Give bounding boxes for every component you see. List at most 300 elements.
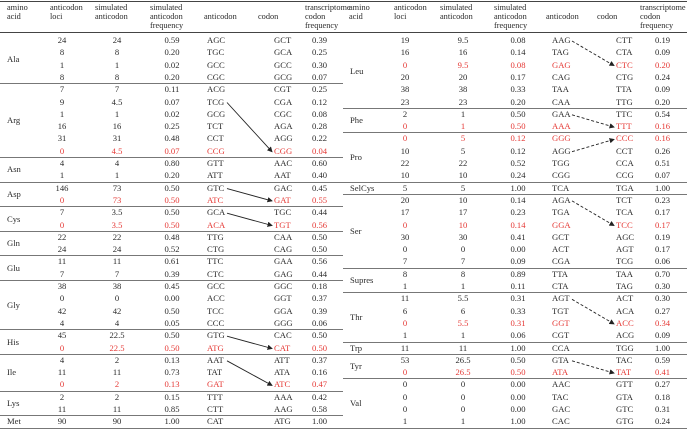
transcriptome-frequency-value: 0.16 bbox=[312, 367, 328, 378]
anticodon-value: CCT bbox=[207, 133, 224, 144]
simulated-frequency-value: 1.00 bbox=[164, 416, 180, 427]
simulated-frequency-value: 0.20 bbox=[164, 47, 180, 58]
codon-value: GCC bbox=[274, 59, 292, 70]
simulated-frequency-value: 0.31 bbox=[510, 317, 526, 328]
codon-value: CGA bbox=[274, 96, 293, 107]
anticodon-value: TTA bbox=[552, 268, 569, 279]
codon-value: AGC bbox=[616, 231, 635, 242]
simulated-anticodon-value: 73 bbox=[112, 194, 122, 205]
wobble-arrow bbox=[227, 213, 272, 225]
transcriptome-frequency-value: 0.25 bbox=[312, 84, 328, 95]
simulated-anticodon-value: 3.5 bbox=[111, 219, 123, 230]
anticodon-value: TGA bbox=[552, 207, 570, 218]
simulated-frequency-value: 0.02 bbox=[164, 108, 180, 119]
transcriptome-frequency-value: 0.07 bbox=[312, 71, 328, 82]
codon-value: GTC bbox=[616, 404, 634, 414]
codon-value: TGC bbox=[274, 207, 292, 218]
codon-value: TCG bbox=[616, 256, 634, 267]
wobble-arrow bbox=[572, 41, 614, 66]
transcriptome-frequency-value: 0.56 bbox=[312, 256, 328, 267]
simulated-anticodon-value: 11 bbox=[112, 256, 122, 267]
simulated-frequency-value: 0.00 bbox=[510, 244, 526, 255]
transcriptome-frequency-value: 0.51 bbox=[655, 158, 671, 168]
anticodon-value: TTT bbox=[207, 391, 223, 402]
anticodon-loci-value: 38 bbox=[400, 84, 410, 95]
transcriptome-frequency-value: 0.55 bbox=[312, 194, 328, 205]
transcriptome-frequency-value: 0.18 bbox=[655, 391, 671, 402]
codon-value: ATT bbox=[274, 354, 290, 365]
simulated-frequency-value: 0.50 bbox=[164, 305, 180, 316]
simulated-anticodon-value: 16 bbox=[458, 47, 468, 58]
transcriptome-frequency-value: 0.19 bbox=[655, 35, 671, 45]
simulated-anticodon-value: 11 bbox=[112, 404, 122, 414]
simulated-frequency-value: 0.50 bbox=[164, 182, 180, 193]
anticodon-value: GCA bbox=[207, 207, 226, 218]
anticodon-value: CAT bbox=[207, 416, 224, 427]
simulated-frequency-value: 0.13 bbox=[164, 354, 180, 365]
simulated-frequency-value: 1.00 bbox=[510, 182, 526, 193]
simulated-frequency-value: 0.50 bbox=[164, 342, 180, 353]
header-simulated-anticodon-frequency: frequency bbox=[494, 21, 528, 30]
transcriptome-frequency-value: 0.12 bbox=[312, 96, 328, 107]
transcriptome-frequency-value: 0.06 bbox=[312, 317, 328, 328]
simulated-frequency-value: 0.52 bbox=[510, 158, 526, 168]
codon-value: TAC bbox=[616, 354, 633, 365]
anticodon-value: CGG bbox=[552, 170, 571, 181]
codon-value: AGT bbox=[616, 244, 634, 255]
anticodon-value: TAA bbox=[552, 84, 569, 95]
codon-value: GCA bbox=[274, 47, 293, 58]
header-transcriptome-codon-frequency: transcriptome bbox=[305, 3, 351, 12]
anticodon-loci-value: 146 bbox=[55, 182, 69, 193]
anticodon-loci-value: 42 bbox=[57, 305, 67, 316]
transcriptome-frequency-value: 0.30 bbox=[312, 59, 328, 70]
anticodon-loci-value: 1 bbox=[59, 108, 65, 119]
simulated-anticodon-value: 10 bbox=[458, 219, 468, 230]
simulated-anticodon-value: 20 bbox=[458, 71, 468, 82]
anticodon-value: ATA bbox=[552, 367, 569, 378]
transcriptome-frequency-value: 0.40 bbox=[312, 170, 328, 181]
amino-acid-label: Trp bbox=[350, 342, 363, 353]
anticodon-value: ACC bbox=[207, 293, 225, 304]
transcriptome-frequency-value: 0.60 bbox=[312, 158, 328, 168]
anticodon-loci-value: 17 bbox=[400, 207, 410, 218]
anticodon-loci-value: 20 bbox=[400, 71, 410, 82]
header-simulated-anticodon: anticodon bbox=[95, 12, 128, 21]
transcriptome-frequency-value: 1.00 bbox=[655, 182, 671, 193]
transcriptome-frequency-value: 0.41 bbox=[655, 367, 671, 378]
simulated-anticodon-value: 1 bbox=[460, 416, 466, 427]
anticodon-value: CCG bbox=[207, 145, 225, 156]
simulated-frequency-value: 0.14 bbox=[510, 194, 526, 205]
amino-acid-label: His bbox=[7, 336, 19, 347]
codon-value: GAC bbox=[274, 182, 293, 193]
transcriptome-frequency-value: 0.39 bbox=[312, 305, 328, 316]
simulated-frequency-value: 0.02 bbox=[164, 59, 180, 70]
header-transcriptome-codon-frequency: transcriptome bbox=[640, 3, 686, 12]
codon-value: CTT bbox=[616, 35, 633, 45]
simulated-frequency-value: 0.11 bbox=[510, 281, 526, 291]
simulated-anticodon-value: 10 bbox=[458, 194, 468, 205]
anticodon-value: GTG bbox=[207, 330, 225, 341]
transcriptome-frequency-value: 0.44 bbox=[312, 207, 328, 218]
simulated-anticodon-value: 11 bbox=[112, 367, 122, 378]
anticodon-value: TGC bbox=[207, 47, 225, 58]
anticodon-value: GCT bbox=[552, 231, 570, 242]
anticodon-value: GGA bbox=[552, 219, 571, 230]
simulated-frequency-value: 0.06 bbox=[510, 330, 526, 341]
anticodon-loci-value: 0 bbox=[402, 391, 408, 402]
header-simulated-anticodon: simulated bbox=[95, 3, 128, 12]
codon-value: ACA bbox=[616, 305, 635, 316]
anticodon-loci-value: 53 bbox=[400, 354, 410, 365]
codon-value: TTC bbox=[616, 108, 633, 119]
anticodon-value: ACA bbox=[207, 219, 226, 230]
simulated-frequency-value: 0.05 bbox=[164, 317, 180, 328]
anticodon-loci-value: 0 bbox=[402, 244, 408, 255]
anticodon-loci-value: 5 bbox=[402, 182, 408, 193]
anticodon-loci-value: 23 bbox=[400, 96, 410, 107]
simulated-frequency-value: 0.20 bbox=[164, 71, 180, 82]
anticodon-loci-value: 22 bbox=[57, 231, 67, 242]
anticodon-loci-value: 0 bbox=[402, 404, 408, 414]
anticodon-value: ATG bbox=[207, 342, 224, 353]
anticodon-value: GAT bbox=[207, 379, 224, 390]
codon-value: TAA bbox=[616, 268, 633, 279]
anticodon-loci-value: 0 bbox=[59, 194, 65, 205]
simulated-frequency-value: 0.31 bbox=[510, 293, 526, 304]
simulated-anticodon-value: 90 bbox=[112, 416, 122, 427]
simulated-anticodon-value: 11 bbox=[458, 342, 468, 353]
anticodon-value: CCC bbox=[207, 317, 225, 328]
simulated-frequency-value: 0.09 bbox=[510, 256, 526, 267]
simulated-anticodon-value: 30 bbox=[458, 231, 468, 242]
codon-value: AAG bbox=[274, 404, 293, 414]
simulated-anticodon-value: 7 bbox=[460, 256, 466, 267]
simulated-anticodon-value: 24 bbox=[112, 35, 122, 45]
transcriptome-frequency-value: 0.30 bbox=[655, 293, 671, 304]
simulated-anticodon-value: 1 bbox=[460, 330, 466, 341]
wobble-arrow bbox=[572, 139, 614, 151]
transcriptome-frequency-value: 0.31 bbox=[655, 404, 671, 414]
anticodon-value: AGG bbox=[552, 145, 571, 156]
header-codon: codon bbox=[597, 12, 618, 21]
anticodon-loci-value: 7 bbox=[59, 84, 65, 95]
anticodon-value: CTA bbox=[552, 281, 569, 291]
simulated-frequency-value: 0.61 bbox=[164, 256, 180, 267]
simulated-frequency-value: 0.24 bbox=[510, 170, 526, 181]
simulated-anticodon-value: 26.5 bbox=[455, 367, 471, 378]
simulated-anticodon-value: 17 bbox=[458, 207, 468, 218]
anticodon-value: CGC bbox=[207, 71, 225, 82]
simulated-frequency-value: 0.25 bbox=[164, 121, 180, 132]
simulated-frequency-value: 0.08 bbox=[510, 59, 526, 70]
anticodon-loci-value: 0 bbox=[402, 379, 408, 390]
transcriptome-frequency-value: 0.25 bbox=[312, 47, 328, 58]
anticodon-value: GTA bbox=[552, 354, 569, 365]
simulated-anticodon-value: 0 bbox=[460, 244, 466, 255]
anticodon-value: ATC bbox=[207, 194, 224, 205]
header-simulated-anticodon: anticodon bbox=[440, 12, 473, 21]
simulated-anticodon-value: 6 bbox=[460, 305, 466, 316]
transcriptome-frequency-value: 0.30 bbox=[655, 281, 671, 291]
codon-value: CGT bbox=[274, 84, 292, 95]
simulated-frequency-value: 0.50 bbox=[164, 194, 180, 205]
simulated-frequency-value: 0.80 bbox=[164, 158, 180, 168]
anticodon-value: CTC bbox=[207, 268, 224, 279]
anticodon-loci-value: 7 bbox=[59, 268, 65, 279]
simulated-anticodon-value: 1 bbox=[460, 281, 466, 291]
simulated-frequency-value: 0.00 bbox=[510, 379, 526, 390]
transcriptome-frequency-value: 0.23 bbox=[655, 194, 671, 205]
codon-value: TGA bbox=[616, 182, 634, 193]
amino-acid-label: Thr bbox=[350, 311, 363, 322]
simulated-anticodon-value: 38 bbox=[112, 281, 122, 291]
anticodon-value: GAC bbox=[552, 404, 571, 414]
anticodon-value: AGA bbox=[552, 194, 571, 205]
header-amino-acid: acid bbox=[7, 12, 21, 21]
header-simulated-anticodon-frequency: anticodon bbox=[150, 12, 183, 21]
codon-value: TTG bbox=[616, 96, 633, 107]
simulated-anticodon-value: 0 bbox=[460, 379, 466, 390]
codon-value: TGT bbox=[274, 219, 291, 230]
anticodon-loci-value: 9 bbox=[59, 96, 65, 107]
amino-acid-label: Arg bbox=[7, 115, 21, 126]
anticodon-loci-value: 24 bbox=[57, 35, 67, 45]
codon-value: GTG bbox=[616, 416, 634, 427]
simulated-anticodon-value: 4 bbox=[114, 317, 120, 328]
wobble-arrow bbox=[572, 201, 614, 226]
anticodon-loci-value: 19 bbox=[400, 35, 410, 45]
wobble-arrow bbox=[227, 189, 272, 201]
simulated-anticodon-value: 4 bbox=[114, 158, 120, 168]
transcriptome-frequency-value: 1.00 bbox=[312, 416, 328, 427]
codon-value: CGC bbox=[274, 108, 292, 119]
anticodon-loci-value: 11 bbox=[400, 342, 410, 353]
anticodon-value: AGT bbox=[552, 293, 570, 304]
codon-value: GCT bbox=[274, 35, 292, 45]
amino-acid-label: Cys bbox=[7, 213, 21, 224]
anticodon-loci-value: 10 bbox=[400, 170, 410, 181]
transcriptome-frequency-value: 0.20 bbox=[655, 96, 671, 107]
simulated-anticodon-value: 5.5 bbox=[457, 317, 469, 328]
anticodon-value: GCC bbox=[207, 59, 225, 70]
simulated-frequency-value: 0.48 bbox=[164, 133, 180, 144]
anticodon-value: TTG bbox=[207, 231, 224, 242]
simulated-anticodon-value: 1 bbox=[460, 108, 466, 119]
anticodon-value: GCG bbox=[207, 108, 226, 119]
anticodon-value: CAC bbox=[552, 416, 570, 427]
anticodon-loci-value: 38 bbox=[57, 281, 67, 291]
transcriptome-frequency-value: 0.09 bbox=[655, 47, 671, 58]
simulated-anticodon-value: 5 bbox=[460, 182, 466, 193]
codon-value: ACG bbox=[616, 330, 635, 341]
simulated-frequency-value: 0.50 bbox=[510, 121, 526, 132]
anticodon-value: AAG bbox=[552, 35, 571, 45]
anticodon-value: ACG bbox=[207, 84, 226, 95]
amino-acid-label: Phe bbox=[350, 115, 363, 126]
codon-value: CTA bbox=[616, 47, 633, 58]
codon-value: CCC bbox=[616, 133, 634, 144]
simulated-frequency-value: 0.14 bbox=[510, 47, 526, 58]
wobble-arrow bbox=[572, 115, 614, 127]
simulated-frequency-value: 0.12 bbox=[510, 145, 526, 156]
simulated-anticodon-value: 5.5 bbox=[457, 293, 469, 304]
simulated-anticodon-value: 3.5 bbox=[111, 207, 123, 218]
simulated-anticodon-value: 2 bbox=[114, 391, 120, 402]
simulated-frequency-value: 0.13 bbox=[164, 379, 180, 390]
transcriptome-frequency-value: 0.27 bbox=[655, 305, 671, 316]
transcriptome-frequency-value: 0.42 bbox=[312, 391, 328, 402]
simulated-anticodon-value: 0 bbox=[114, 293, 120, 304]
transcriptome-frequency-value: 0.47 bbox=[312, 379, 328, 390]
simulated-anticodon-value: 38 bbox=[458, 84, 468, 95]
simulated-anticodon-value: 4.5 bbox=[111, 145, 123, 156]
anticodon-value: ATT bbox=[207, 170, 223, 181]
amino-acid-label: Glu bbox=[7, 262, 20, 273]
codon-value: TGG bbox=[616, 342, 634, 353]
simulated-frequency-value: 0.12 bbox=[510, 133, 526, 144]
wobble-arrow bbox=[572, 299, 614, 324]
codon-value: GAT bbox=[274, 194, 291, 205]
anticodon-value: AAT bbox=[207, 354, 224, 365]
anticodon-value: GGT bbox=[552, 317, 570, 328]
transcriptome-frequency-value: 0.09 bbox=[655, 330, 671, 341]
anticodon-value: GGG bbox=[552, 133, 571, 144]
anticodon-loci-value: 0 bbox=[402, 367, 408, 378]
anticodon-loci-value: 16 bbox=[400, 47, 410, 58]
simulated-frequency-value: 1.00 bbox=[510, 416, 526, 427]
anticodon-value: GAG bbox=[552, 59, 571, 70]
anticodon-value: CTG bbox=[207, 244, 225, 255]
simulated-anticodon-value: 2 bbox=[114, 379, 120, 390]
simulated-frequency-value: 0.89 bbox=[510, 268, 526, 279]
transcriptome-frequency-value: 0.26 bbox=[655, 145, 671, 156]
codon-value: GGT bbox=[274, 293, 292, 304]
anticodon-loci-value: 4 bbox=[59, 317, 65, 328]
header-simulated-anticodon-frequency: anticodon bbox=[494, 12, 527, 21]
simulated-frequency-value: 0.00 bbox=[164, 293, 180, 304]
anticodon-loci-value: 0 bbox=[59, 219, 65, 230]
simulated-frequency-value: 0.33 bbox=[510, 305, 526, 316]
simulated-anticodon-value: 73 bbox=[112, 182, 122, 193]
simulated-anticodon-value: 26.5 bbox=[455, 354, 471, 365]
anticodon-value: TAT bbox=[207, 367, 223, 378]
simulated-frequency-value: 0.33 bbox=[510, 84, 526, 95]
header-amino-acid: amino bbox=[349, 3, 370, 12]
simulated-frequency-value: 0.50 bbox=[164, 219, 180, 230]
header-codon: codon bbox=[258, 12, 279, 21]
amino-acid-label: Lys bbox=[7, 398, 20, 408]
simulated-frequency-value: 0.07 bbox=[164, 145, 180, 156]
transcriptome-frequency-value: 0.24 bbox=[655, 71, 671, 82]
simulated-frequency-value: 0.20 bbox=[510, 96, 526, 107]
anticodon-loci-value: 0 bbox=[402, 133, 408, 144]
simulated-frequency-value: 0.59 bbox=[164, 35, 180, 45]
transcriptome-frequency-value: 0.37 bbox=[312, 354, 328, 365]
transcriptome-frequency-value: 0.50 bbox=[312, 342, 328, 353]
codon-value: TTT bbox=[616, 121, 632, 132]
simulated-anticodon-value: 31 bbox=[112, 133, 122, 144]
codon-value: CCT bbox=[616, 145, 633, 156]
anticodon-loci-value: 4 bbox=[59, 354, 65, 365]
simulated-frequency-value: 1.00 bbox=[510, 342, 526, 353]
anticodon-loci-value: 0 bbox=[59, 342, 65, 353]
codon-value: CAC bbox=[274, 330, 292, 341]
anticodon-loci-value: 11 bbox=[57, 256, 67, 267]
simulated-frequency-value: 0.41 bbox=[510, 231, 526, 242]
header-transcriptome-codon-frequency: frequency bbox=[305, 21, 339, 30]
anticodon-loci-value: 22 bbox=[400, 158, 410, 168]
transcriptome-frequency-value: 0.59 bbox=[655, 354, 671, 365]
transcriptome-frequency-value: 0.08 bbox=[312, 108, 328, 119]
simulated-anticodon-value: 2 bbox=[114, 354, 120, 365]
simulated-anticodon-value: 22.5 bbox=[109, 342, 125, 353]
codon-value: TCT bbox=[616, 194, 633, 205]
anticodon-loci-value: 0 bbox=[402, 59, 408, 70]
anticodon-loci-value: 7 bbox=[59, 207, 65, 218]
simulated-frequency-value: 0.50 bbox=[510, 108, 526, 119]
transcriptome-frequency-value: 0.22 bbox=[312, 133, 328, 144]
header-anticodon: anticodon bbox=[204, 12, 237, 21]
transcriptome-frequency-value: 0.44 bbox=[312, 268, 328, 279]
codon-value: AAC bbox=[274, 158, 293, 168]
anticodon-value: TGT bbox=[552, 305, 569, 316]
transcriptome-frequency-value: 0.50 bbox=[312, 330, 328, 341]
simulated-frequency-value: 0.85 bbox=[164, 404, 180, 414]
anticodon-loci-value: 1 bbox=[59, 170, 65, 181]
header-transcriptome-codon-frequency: codon bbox=[640, 12, 661, 21]
codon-value: GCG bbox=[274, 71, 293, 82]
header-amino-acid: amino bbox=[7, 3, 28, 12]
codon-value: CAG bbox=[274, 244, 293, 255]
transcriptome-frequency-value: 0.27 bbox=[655, 379, 671, 390]
anticodon-value: GTT bbox=[207, 158, 224, 168]
anticodon-value: AAA bbox=[552, 121, 571, 132]
simulated-anticodon-value: 22 bbox=[458, 158, 468, 168]
simulated-anticodon-value: 23 bbox=[458, 96, 468, 107]
codon-value: GGA bbox=[274, 305, 293, 316]
simulated-anticodon-value: 7 bbox=[114, 84, 120, 95]
transcriptome-frequency-value: 0.19 bbox=[655, 231, 671, 242]
anticodon-value: CAG bbox=[552, 71, 571, 82]
wobble-arrow bbox=[227, 103, 272, 152]
anticodon-loci-value: 1 bbox=[59, 59, 65, 70]
simulated-anticodon-value: 8 bbox=[114, 71, 120, 82]
simulated-anticodon-value: 9.5 bbox=[457, 35, 469, 45]
anticodon-loci-value: 31 bbox=[57, 133, 67, 144]
anticodon-loci-value: 7 bbox=[402, 256, 408, 267]
header-simulated-anticodon-frequency: simulated bbox=[150, 3, 183, 12]
simulated-anticodon-value: 1 bbox=[114, 108, 120, 119]
anticodon-loci-value: 16 bbox=[57, 121, 67, 132]
anticodon-loci-value: 11 bbox=[57, 367, 67, 378]
simulated-frequency-value: 0.20 bbox=[164, 170, 180, 181]
codon-value: TCA bbox=[616, 207, 634, 218]
simulated-frequency-value: 0.48 bbox=[164, 231, 180, 242]
anticodon-loci-value: 45 bbox=[57, 330, 67, 341]
simulated-anticodon-value: 0 bbox=[460, 404, 466, 414]
anticodon-value: CAA bbox=[552, 96, 571, 107]
simulated-frequency-value: 0.08 bbox=[510, 35, 526, 45]
simulated-anticodon-value: 22 bbox=[112, 231, 122, 242]
anticodon-value: GTC bbox=[207, 182, 225, 193]
amino-acid-label: Asn bbox=[7, 164, 21, 175]
anticodon-value: TTC bbox=[207, 256, 224, 267]
simulated-frequency-value: 0.00 bbox=[510, 391, 526, 402]
simulated-frequency-value: 0.15 bbox=[164, 391, 180, 402]
anticodon-loci-value: 0 bbox=[402, 317, 408, 328]
